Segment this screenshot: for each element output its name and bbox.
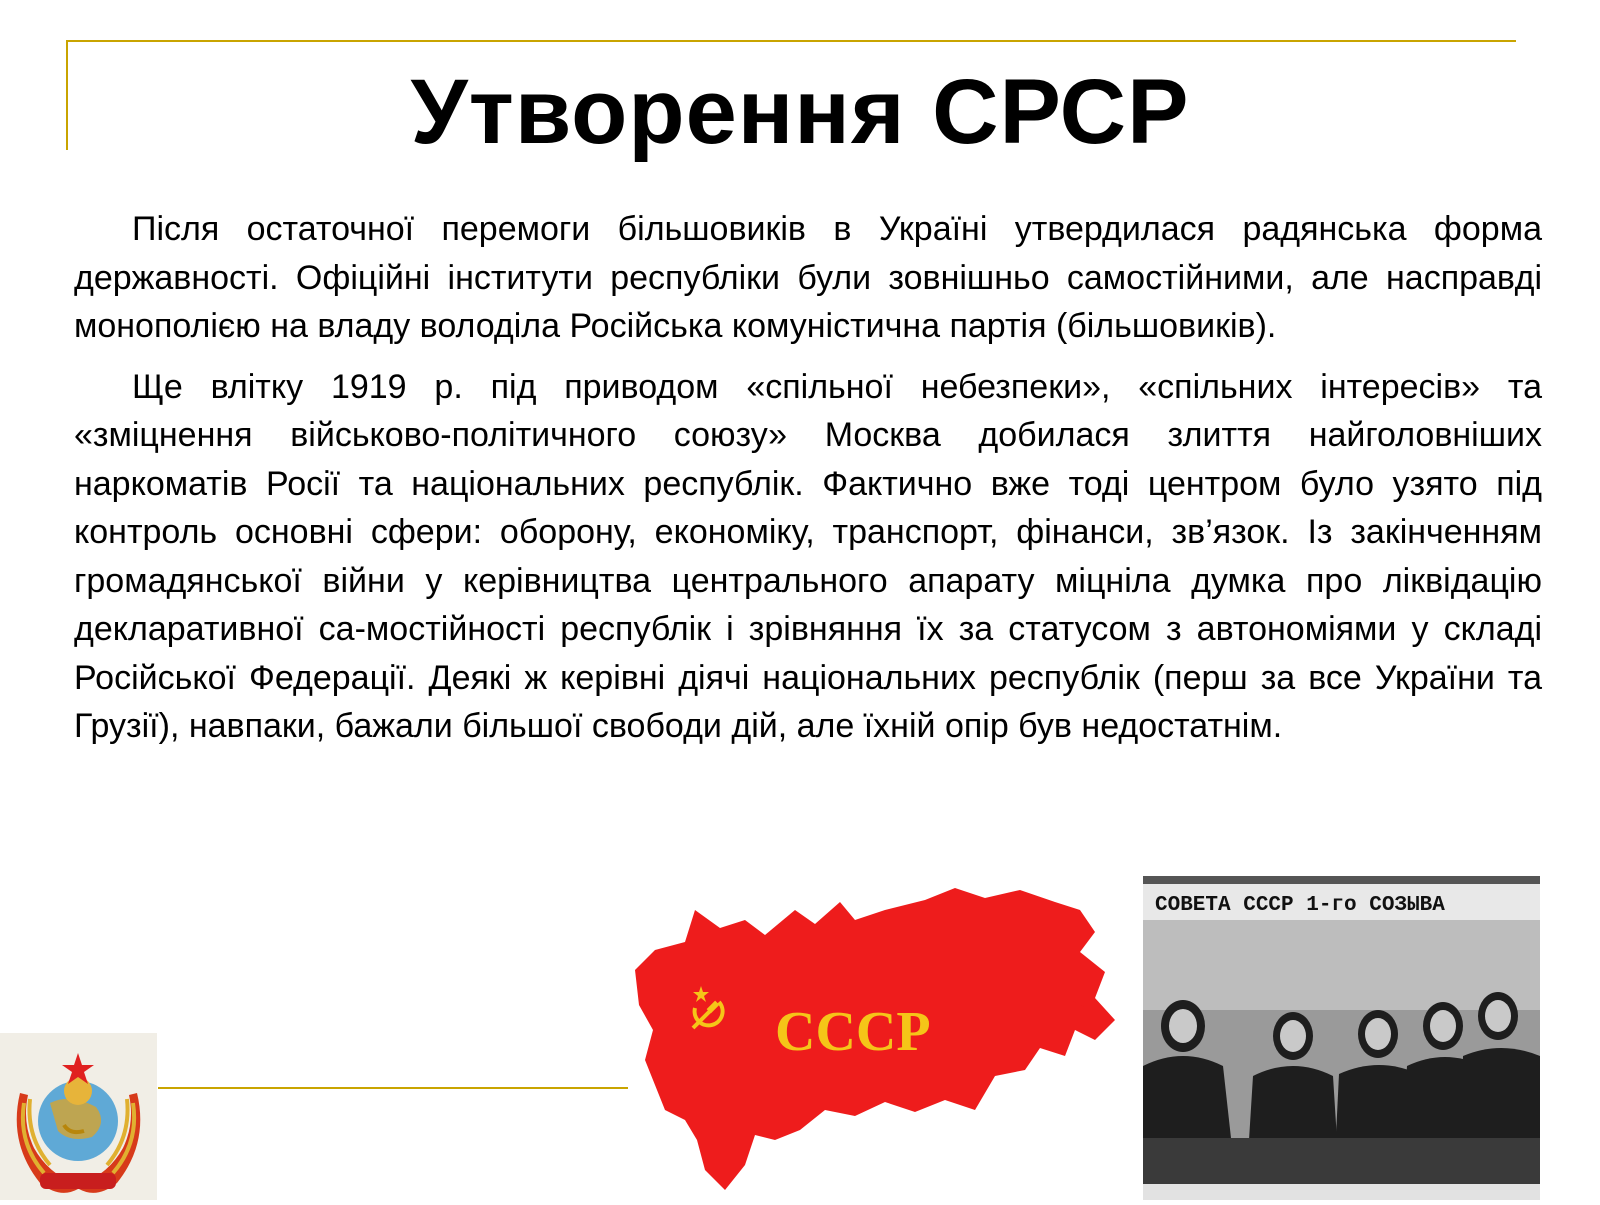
paragraph-1: Після остаточної перемоги більшовиків в Україні утвердилася радянська форма державності. Офіційні інститути республіки були зовнішньо самостійними, але насправді монополією на владу володіла Російська комуністична партія (більшовиків). xyxy=(74,210,1542,345)
newspaper-photo xyxy=(1143,876,1540,1200)
ussr-map-image xyxy=(625,880,1135,1200)
decorative-frame-bottom-line xyxy=(158,1087,628,1089)
map-label: СССР xyxy=(775,1001,931,1063)
ussr-coat-of-arms-icon xyxy=(0,1033,157,1200)
slide-body xyxy=(74,205,1542,763)
paragraph-2: Ще влітку 1919 р. під приводом «спільної небезпеки», «спільних інтересів» та «зміцнення військово-політичного союзу» Москва добилася злиття найголовніших наркоматів Росії та національних республік. Фактично вже тоді центром було узято під контроль основні сфери: оборону, економіку, транспорт, фінанси, зв’язок. Із закінченням громадянської війни у керівництва центрального апарату міцніла думка про ліквідацію декларативної са-мостійності республік і зрівняння їх за статусом з автономіями у складі Російської Федерації. Деякі ж керівні діячі національних республік (перш за все України та Грузії), навпаки, бажали більшої свободи дій, але їхній опір був недостатнім. xyxy=(74,367,1542,745)
slide-title: Утворення СРСР xyxy=(410,61,1190,163)
newspaper-headline: СОВЕТА СССР 1-го СОЗЫВА xyxy=(1155,894,1445,917)
decorative-frame-top-line xyxy=(66,40,1516,42)
